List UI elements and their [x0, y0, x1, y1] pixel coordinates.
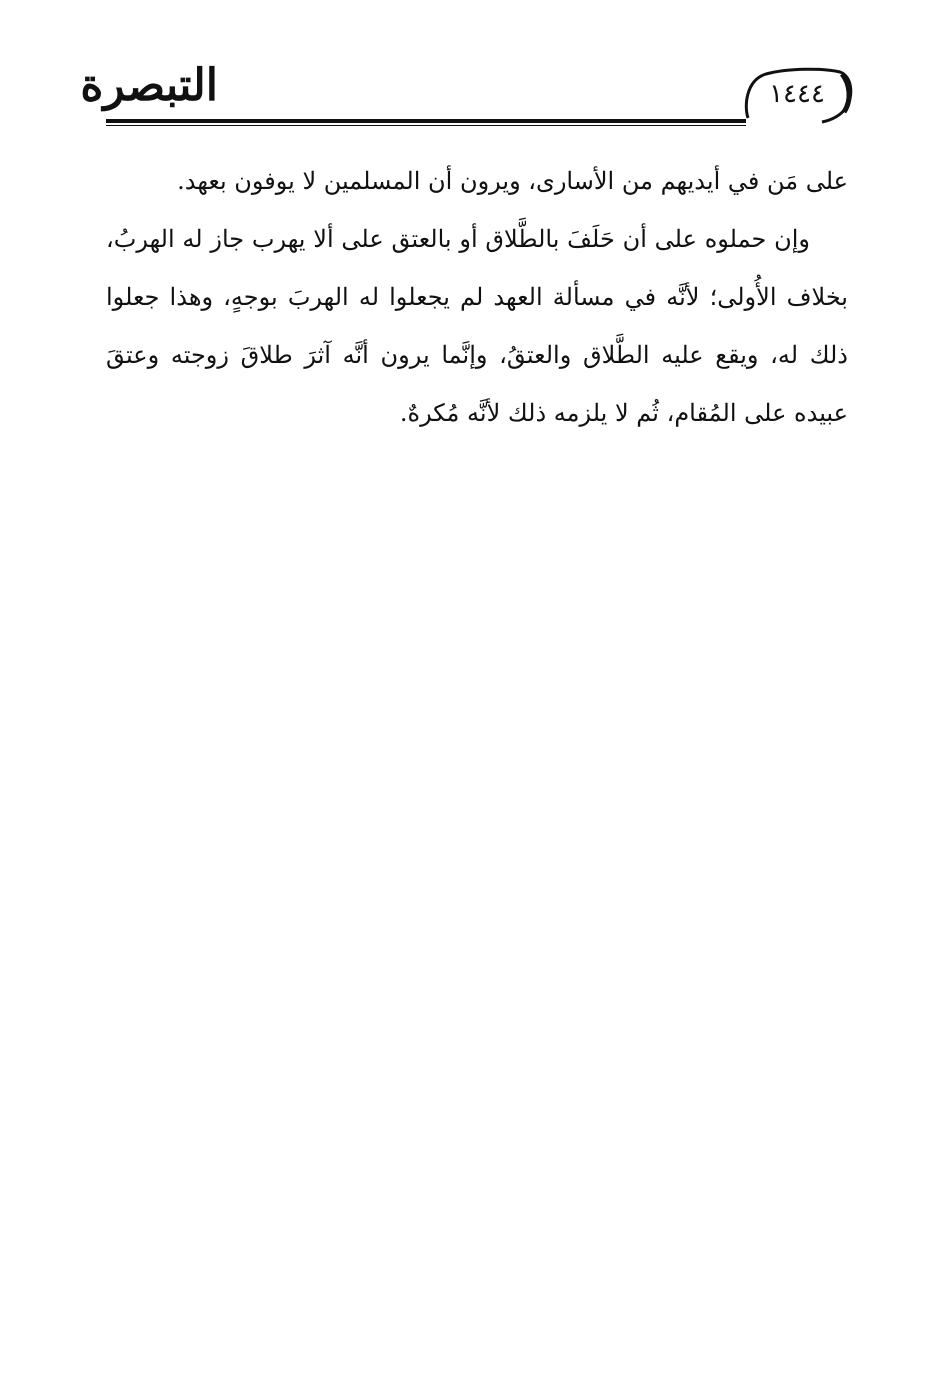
book-title: التبصرة: [80, 60, 218, 111]
page-number: ١٤٤٤: [769, 79, 825, 109]
paragraph-2: وإن حملوه على أن حَلَفَ بالطَّلاق أو بالعتق على ألا يهرب جاز له الهربُ، بخلاف الأُولى؛ لأنَّه في مسألة العهد لم يجعلوا له الهربَ بوجهٍ، وهذا جعلوا ذلك له، ويقع عليه الطَّلاق والعتقُ، وإنَّما يرون أنَّه آثرَ طلاقَ زوجته وعتقَ عبيده على المُقام، ثُم لا يلزمه ذلك لأنَّه مُكرهٌ.: [106, 225, 848, 427]
paragraph-1: على مَن في أيديهم من الأسارى، ويرون أن المسلمين لا يوفون بعهد.: [177, 167, 848, 195]
body-text: [106, 152, 848, 442]
page-header: [0, 0, 932, 130]
header-rule: [106, 119, 746, 123]
header-rule-thin: [106, 125, 746, 126]
